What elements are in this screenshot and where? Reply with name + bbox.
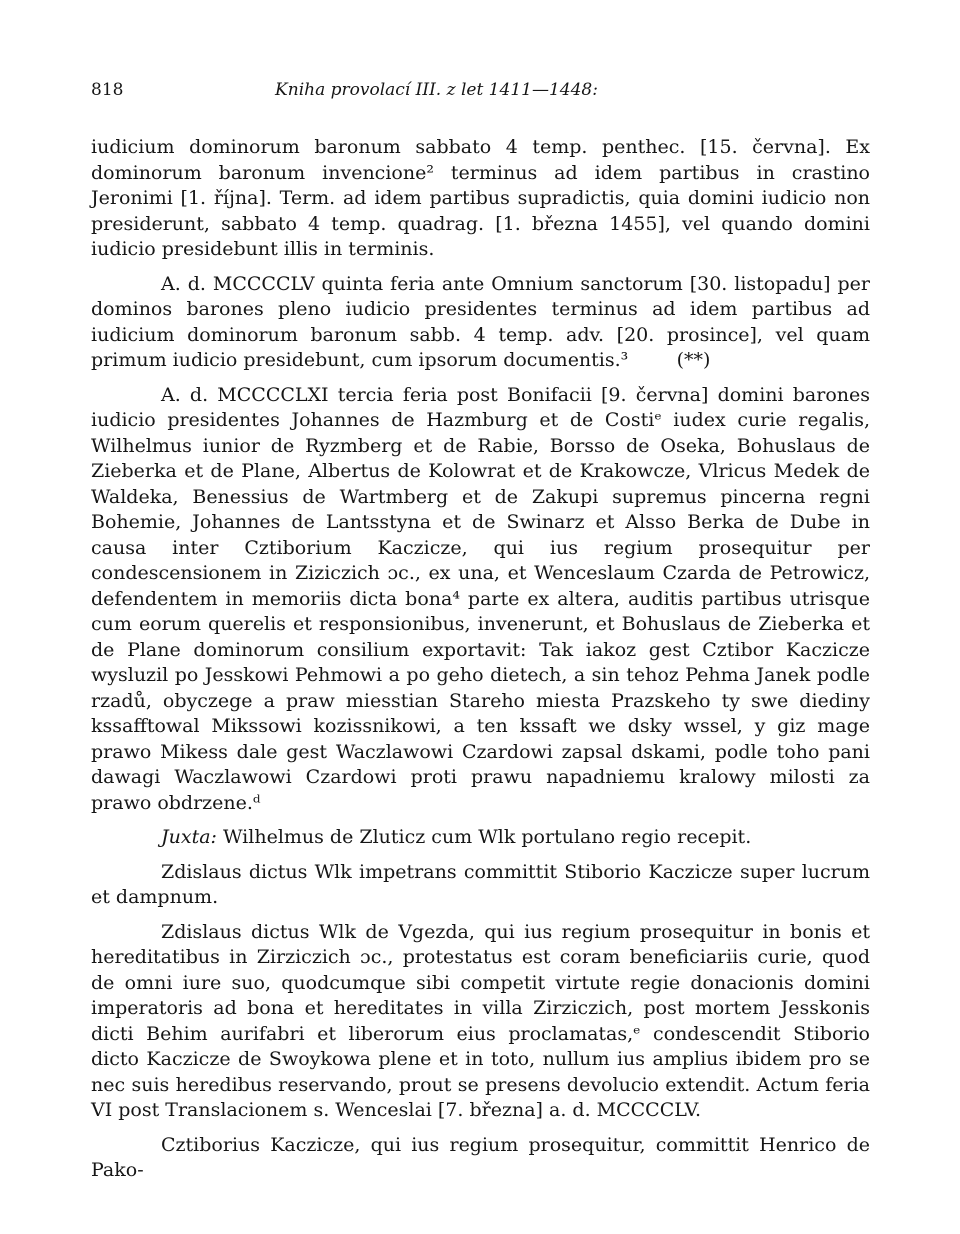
paragraph-text: iudicium dominorum baronum sabbato 4 temp. penthec. [15. června]. Ex dominorum baronum invencione² terminus ad idem partibus in crastino Jeronimi [1. října]. Term. ad idem partibus supradictis, quia domini iudicio non presiderunt, sabbato 4 temp. quadrag. [1. března 1455], vel quando domini iudicio presidebunt illis in terminis. bbox=[91, 136, 870, 260]
paragraph-text: A. d. MCCCCLXI tercia feria post Bonifacii [9. června] domini barones iudicio presidentes Johannes de Hazmburg et de Costiᵉ iudex curie regalis, Wilhelmus iunior de Ryzmberg et de Rabie, Borsso de Oseka, Bohuslaus de Zieberka et de Plane, Albertus de Kolowrat et de Krakowcze, Vlricus Medek de Waldeka, Benessius de Wartmberg et de Zakupi supremus pincerna regni Bohemie, Johannes de Lantsstyna et de Swinarz et Alsso Berka de Dube in causa inter Cztiborium Kaczicze, qui ius regium prosequitur per condescensionem in Ziziczich ɔc., ex una, et Wenceslaum Czarda de Petrowicz, defendentem in memoriis dicta bona⁴ parte ex altera, auditis partibus utrisque cum eorum querelis et responsionibus, invenerunt, et Bohuslaus de Zieberka et de Plane dominorum consilium exportavit: Tak iakoz gest Cztibor Kaczicze wysluzil po Jesskowi Pehmowi a po geho dietech, a sin tehoz Pehma Janek podle rzadů, obyczege a praw miesstian Stareho miesta Prazskeho ty swe diediny kssafftowal Mikssowi kozissnikowi, a ten kssaft we dsky wssel, y giz mage prawo Mikess dale gest Waczlawowi Czardowi zapsal dskami, podle toho pani dawagi Waczlawowi Czardowi proti prawu napadniemu kralowy milosti za prawo obdrzene.ᵈ bbox=[91, 383, 870, 814]
juxta-label: Juxta: bbox=[161, 826, 217, 848]
paragraph-entry-1461 bbox=[91, 383, 870, 817]
paragraph-protestation bbox=[91, 920, 870, 1124]
page-header bbox=[91, 80, 872, 106]
paragraph-text: Zdislaus dictus Wlk de Vgezda, qui ius regium prosequitur in bonis et hereditatibus in Zirziczich ɔc., protestatus est coram beneficiariis curie, quod de omni iure suo, quodcumque sibi competit virtute regie donacionis domini imperatoris ad bona et hereditates in villa Zirziczich, post mortem Jesskonis dicti Behim aurifabri et liberorum eius proclamatas,ᵉ condescendit Stiborio dicto Kaczicze de Swoykowa plene et in toto, nullum ius amplius ibidem pro se nec suis heredibus reservando, prout se presens devolucio extendit. Actum feria VI post Translacionem s. Wenceslai [7. března] a. d. MCCCCLV. bbox=[91, 920, 870, 1121]
paragraph-cztiborius bbox=[91, 1133, 870, 1184]
page-number: 818 bbox=[91, 80, 124, 100]
paragraph-entry-1455 bbox=[91, 272, 870, 374]
paragraph-text: Cztiborius Kaczicze, qui ius regium prosequitur, committit Henrico de Pako- bbox=[91, 1133, 870, 1181]
paragraph-continuation bbox=[91, 135, 870, 263]
paragraph-commission bbox=[91, 860, 870, 911]
paragraph-text: Wilhelmus de Zluticz cum Wlk portulano regio recepit. bbox=[222, 826, 752, 848]
paragraph-juxta bbox=[91, 825, 870, 851]
paragraph-text: Zdislaus dictus Wlk impetrans committit Stiborio Kaczicze super lucrum et dampnum. bbox=[91, 860, 870, 908]
running-title: Kniha provolací III. z let 1411—1448: bbox=[275, 80, 598, 100]
editorial-note-marker: (**) bbox=[676, 349, 711, 371]
paragraph-text: A. d. MCCCCLV quinta feria ante Omnium sanctorum [30. listopadu] per dominos barones pleno iudicio presidentes terminus ad idem partibus ad iudicium dominorum baronum sabb. 4 temp. adv. [20. prosince], vel quam primum iudicio presidebunt, cum ipsorum documentis.³ bbox=[91, 272, 870, 371]
body-text bbox=[91, 135, 870, 1184]
